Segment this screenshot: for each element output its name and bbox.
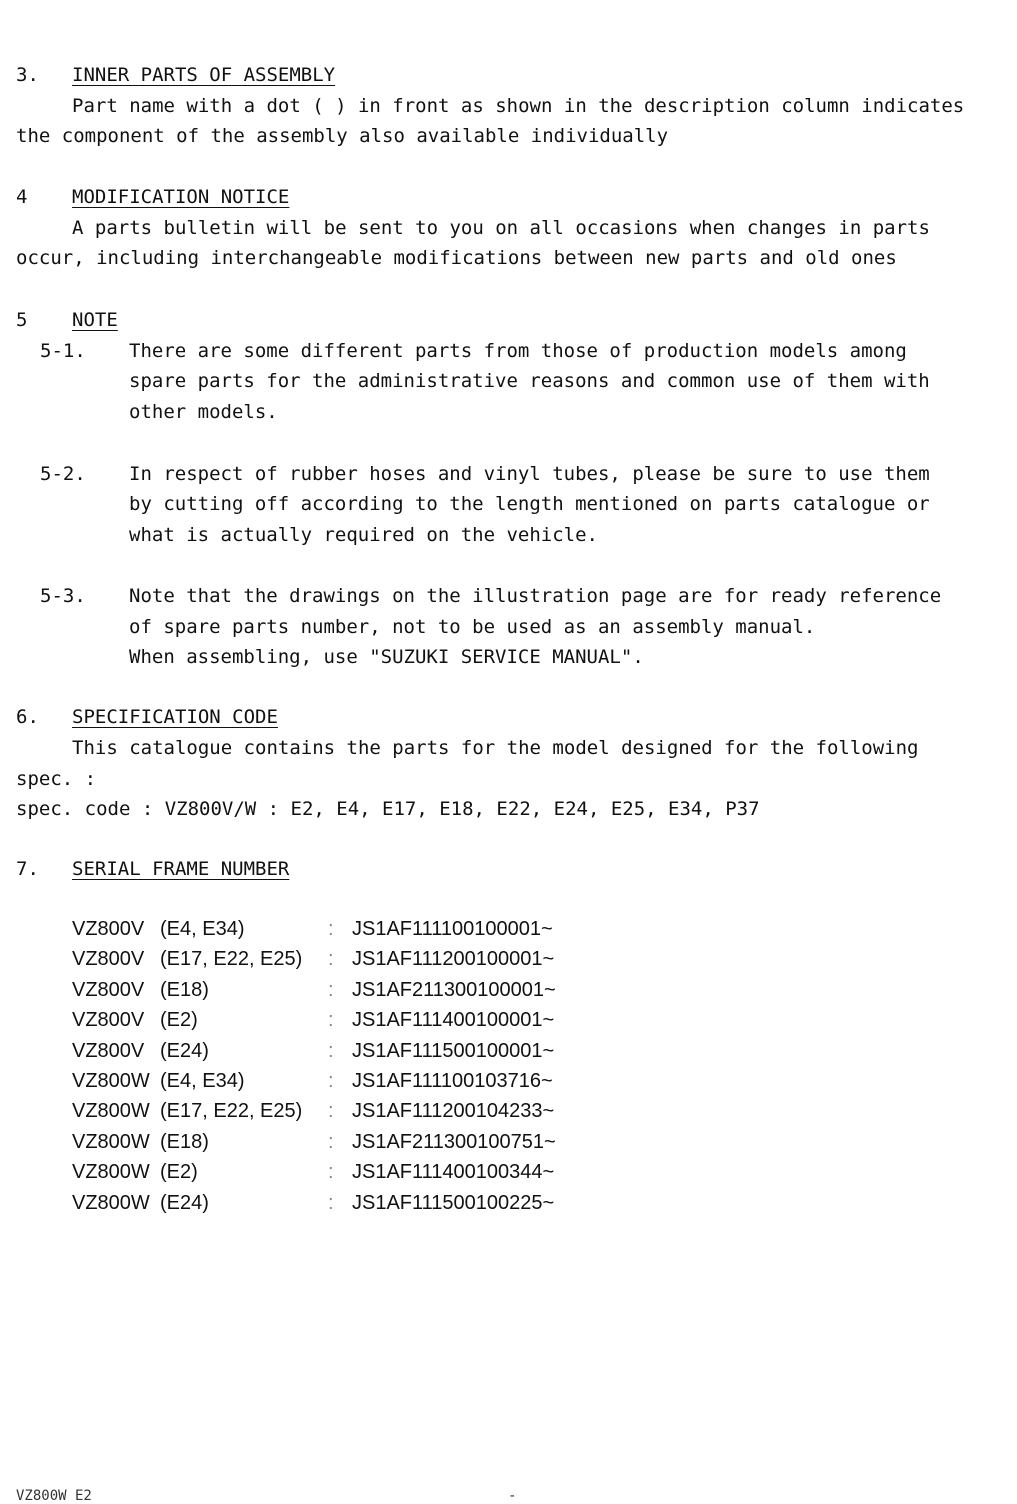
serial-row-number: JS1AF111400100344~ xyxy=(352,1161,555,1183)
serial-row-number: JS1AF211300100001~ xyxy=(352,979,556,1001)
serial-row-colon: : xyxy=(328,979,334,1001)
serial-row-colon: : xyxy=(328,1070,334,1092)
serial-row-model: VZ800W xyxy=(72,1131,150,1153)
serial-row-spec: (E24) xyxy=(160,1040,209,1062)
serial-row-colon: : xyxy=(328,1161,334,1183)
section-6-number: 6. xyxy=(16,706,39,728)
serial-row-spec: (E24) xyxy=(160,1192,209,1214)
serial-row-model: VZ800V xyxy=(72,1009,145,1031)
serial-row-model: VZ800W xyxy=(72,1192,150,1214)
note-5-3-line-1: Note that the drawings on the illustration page are for ready reference xyxy=(129,585,942,607)
section-6-text-line-1: This catalogue contains the parts for the model designed for the following xyxy=(72,737,919,759)
serial-row-colon: : xyxy=(328,1131,334,1153)
section-3-text-line-1: Part name with a dot ( ) in front as shown in the description column indicates xyxy=(72,95,965,117)
footer-page-marker: - xyxy=(508,1488,517,1504)
section-3-heading: INNER PARTS OF ASSEMBLY xyxy=(72,64,336,86)
section-4-text-line-1: A parts bulletin will be sent to you on all occasions when changes in parts xyxy=(72,217,930,239)
serial-row-spec: (E4, E34) xyxy=(160,918,245,940)
note-5-1-line-3: other models. xyxy=(129,401,278,423)
section-7-number: 7. xyxy=(16,858,39,880)
serial-row-model: VZ800W xyxy=(72,1100,150,1122)
section-5-number: 5 xyxy=(16,309,28,331)
serial-row-spec: (E18) xyxy=(160,979,209,1001)
note-5-1-line-1: There are some different parts from those of production models among xyxy=(129,340,907,362)
section-6-heading: SPECIFICATION CODE xyxy=(72,706,278,728)
serial-row-colon: : xyxy=(328,1100,334,1122)
serial-row-spec: (E17, E22, E25) xyxy=(160,1100,303,1122)
note-5-2-line-2: by cutting off according to the length mentioned on parts catalogue or xyxy=(129,493,930,515)
serial-row-colon: : xyxy=(328,918,334,940)
note-5-1-number: 5-1. xyxy=(40,340,86,362)
serial-row-number: JS1AF111400100001~ xyxy=(352,1009,555,1031)
section-5-heading: NOTE xyxy=(72,309,118,331)
section-3-number: 3. xyxy=(16,64,39,86)
note-5-3-number: 5-3. xyxy=(40,585,86,607)
note-5-2-number: 5-2. xyxy=(40,463,86,485)
footer-model-code: VZ800W E2 xyxy=(16,1488,92,1504)
serial-row-model: VZ800W xyxy=(72,1161,150,1183)
serial-row-spec: (E18) xyxy=(160,1131,209,1153)
serial-row-spec: (E2) xyxy=(160,1009,198,1031)
serial-row-spec: (E17, E22, E25) xyxy=(160,948,303,970)
serial-row-colon: : xyxy=(328,1040,334,1062)
section-7-heading: SERIAL FRAME NUMBER xyxy=(72,858,290,880)
section-3-text-line-2: the component of the assembly also available individually xyxy=(16,125,669,147)
serial-row-model: VZ800W xyxy=(72,1070,150,1092)
serial-row-number: JS1AF211300100751~ xyxy=(352,1131,556,1153)
note-5-2-line-1: In respect of rubber hoses and vinyl tubes, please be sure to use them xyxy=(129,463,930,485)
section-4-number: 4 xyxy=(16,186,28,208)
serial-row-model: VZ800V xyxy=(72,948,145,970)
serial-row-colon: : xyxy=(328,1192,334,1214)
note-5-3-line-3: When assembling, use "SUZUKI SERVICE MANUAL". xyxy=(129,646,644,668)
serial-row-model: VZ800V xyxy=(72,1040,145,1062)
note-5-2-line-3: what is actually required on the vehicle. xyxy=(129,524,598,546)
serial-row-number: JS1AF111200100001~ xyxy=(352,948,555,970)
section-4-heading: MODIFICATION NOTICE xyxy=(72,186,290,208)
serial-row-model: VZ800V xyxy=(72,979,145,1001)
note-5-3-line-2: of spare parts number, not to be used as an assembly manual. xyxy=(129,616,816,638)
note-5-1-line-2: spare parts for the administrative reasons and common use of them with xyxy=(129,370,930,392)
serial-row-spec: (E2) xyxy=(160,1161,198,1183)
serial-row-number: JS1AF111100100001~ xyxy=(352,918,553,940)
serial-row-number: JS1AF111500100225~ xyxy=(352,1192,555,1214)
serial-row-number: JS1AF111200104233~ xyxy=(352,1100,555,1122)
serial-row-model: VZ800V xyxy=(72,918,145,940)
serial-row-colon: : xyxy=(328,948,334,970)
serial-row-number: JS1AF111100103716~ xyxy=(352,1070,553,1092)
section-4-text-line-2: occur, including interchangeable modifications between new parts and old ones xyxy=(16,247,897,269)
serial-row-spec: (E4, E34) xyxy=(160,1070,245,1092)
section-6-text-line-2: spec. : xyxy=(16,768,97,790)
spec-code-line: spec. code : VZ800V/W : E2, E4, E17, E18, E22, E24, E25, E34, P37 xyxy=(16,798,760,820)
serial-row-colon: : xyxy=(328,1009,334,1031)
serial-row-number: JS1AF111500100001~ xyxy=(352,1040,555,1062)
